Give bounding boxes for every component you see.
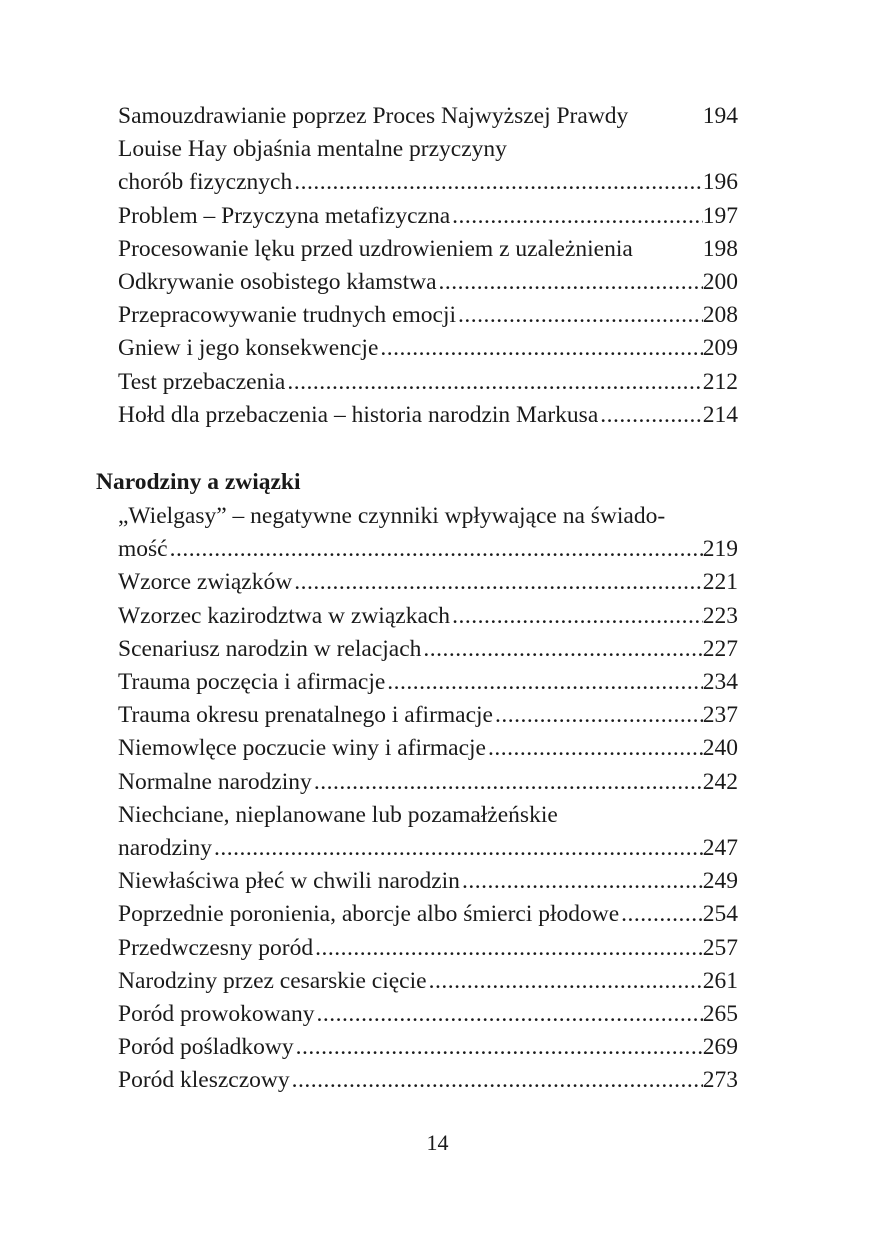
dot-leader	[168, 533, 703, 566]
dot-leader	[212, 832, 703, 865]
toc-entry-title: Niemowlęce poczucie winy i afirmacje	[118, 735, 486, 762]
toc-entry-line	[118, 898, 738, 931]
toc-entry-title: Niewłaściwa płeć w chwili narodzin	[118, 868, 460, 895]
toc-page-number: 227	[702, 635, 738, 662]
toc-entry-line	[118, 566, 738, 599]
toc-page-number: 197	[702, 202, 738, 229]
toc-entry-title: Gniew i jego konsekwencje	[118, 335, 379, 362]
toc-entry-title: Scenariusz narodzin w relacjach	[118, 635, 422, 662]
toc-page-number: 257	[702, 934, 738, 961]
toc-page-number: 273	[702, 1067, 738, 1094]
toc-entry-title: Louise Hay objaśnia mentalne przyczyny	[118, 136, 507, 163]
toc-entry-line	[118, 832, 738, 865]
toc-entry-line	[118, 666, 738, 699]
toc-page-number: 254	[702, 901, 738, 928]
toc-entry-title: Normalne narodziny	[118, 768, 312, 795]
toc-entry-title: Problem – Przyczyna metafizyczna	[118, 202, 451, 229]
toc-entry-line	[118, 699, 738, 732]
toc-page-number: 196	[702, 169, 738, 196]
toc-page-number: 209	[702, 335, 738, 362]
toc-page-number: 221	[702, 569, 738, 596]
dot-leader	[312, 766, 703, 799]
dot-leader	[294, 1031, 703, 1064]
toc-entry-line	[118, 965, 738, 998]
toc-page-number: 261	[702, 967, 738, 994]
dot-leader	[450, 200, 703, 233]
toc-entry	[118, 500, 738, 566]
dot-leader	[427, 965, 703, 998]
toc-entry	[118, 965, 738, 998]
dot-leader	[313, 932, 703, 965]
toc-page-number: 240	[702, 735, 738, 762]
dot-leader	[486, 732, 703, 765]
toc-page-number: 234	[702, 669, 738, 696]
toc-page-number: 265	[702, 1001, 738, 1028]
toc-entry-title: „Wielgasy” – negatywne czynniki wpływające na świado-	[118, 503, 666, 529]
toc-entry-title: Procesowanie lęku przed uzdrowieniem z uzależnienia	[118, 235, 633, 262]
toc-entry-line	[118, 366, 738, 399]
toc-entry-title: Poród prowokowany	[118, 1001, 315, 1028]
toc-entry	[118, 1031, 738, 1064]
toc-entry-line	[118, 133, 738, 166]
toc-page-number: 200	[702, 269, 738, 296]
toc-entry	[118, 566, 738, 599]
dot-leader	[285, 366, 702, 399]
toc-entry	[118, 865, 738, 898]
toc-entry-line	[118, 533, 738, 566]
toc-entry-line	[118, 1064, 738, 1097]
dot-leader	[460, 865, 703, 898]
toc-entry-title: chorób fizycznych	[118, 169, 293, 196]
dot-leader	[450, 600, 703, 633]
toc-entry	[118, 633, 738, 666]
toc-entry-line	[118, 166, 738, 199]
toc-page-number: 242	[702, 768, 738, 795]
toc-entry-line	[118, 233, 738, 266]
toc-entry-title: mość	[118, 536, 168, 563]
toc-entry-line	[118, 266, 738, 299]
dot-leader	[292, 566, 703, 599]
toc-entry-line	[118, 200, 738, 233]
toc-entry	[118, 766, 738, 799]
toc-entry-line	[118, 799, 738, 832]
dot-leader	[619, 898, 703, 931]
toc-entry-title: Poród pośladkowy	[118, 1034, 294, 1061]
toc-entry-title: Przedwczesny poród	[118, 934, 314, 961]
toc-entry-line	[118, 500, 738, 533]
toc-page-number: 237	[702, 702, 738, 729]
toc-entry-title: Poprzednie poronienia, aborcje albo śmierci płodowe	[118, 901, 620, 928]
toc-entry-line	[118, 998, 738, 1031]
dot-leader	[385, 666, 702, 699]
toc-entry-line	[118, 299, 738, 332]
dot-leader	[437, 266, 703, 299]
toc-page-number: 269	[702, 1034, 738, 1061]
toc-entry	[118, 266, 738, 299]
toc-entry-title: Trauma poczęcia i afirmacje	[118, 669, 386, 696]
toc-page-number: 212	[702, 368, 738, 395]
dot-leader	[456, 299, 703, 332]
dot-leader	[292, 166, 703, 199]
toc-page-number: 219	[702, 536, 738, 563]
toc-page-number: 223	[702, 602, 738, 629]
toc-entry	[118, 133, 738, 199]
toc-entry	[118, 332, 738, 365]
toc-entry-line	[118, 332, 738, 365]
toc-entry-title: Test przebaczenia	[118, 368, 286, 395]
toc-entry-line	[118, 732, 738, 765]
toc-entry-title: Trauma okresu prenatalnego i afirmacje	[118, 702, 493, 729]
toc-entry-title: Odkrywanie osobistego kłamstwa	[118, 269, 437, 296]
dot-leader	[493, 699, 703, 732]
toc-entry	[118, 366, 738, 399]
toc-entry-title: Wzorce związków	[118, 569, 293, 596]
toc-entry	[118, 200, 738, 233]
toc-entry-title: Hołd dla przebaczenia – historia narodzin Markusa	[118, 401, 599, 428]
toc-entry-title: Samouzdrawianie poprzez Proces Najwyższej Prawdy	[118, 103, 629, 129]
dot-leader	[290, 1064, 703, 1097]
toc-entry-line	[118, 766, 738, 799]
toc-entry	[118, 699, 738, 732]
toc-section-2	[118, 500, 738, 1098]
toc-entry	[118, 799, 738, 865]
toc-entry-line	[118, 100, 738, 133]
page-number: 14	[426, 1130, 449, 1155]
dot-leader	[598, 399, 702, 432]
toc-entry	[118, 100, 738, 133]
dot-leader	[421, 633, 702, 666]
toc-entry	[118, 399, 738, 432]
toc-page-number: 214	[702, 401, 738, 428]
toc-entry	[118, 998, 738, 1031]
toc-entry	[118, 898, 738, 931]
toc-page-number: 249	[702, 868, 738, 895]
toc-entry-title: Narodziny przez cesarskie cięcie	[118, 967, 427, 994]
toc-entry-title: Poród kleszczowy	[118, 1067, 290, 1094]
dot-leader	[378, 332, 702, 365]
toc-entry	[118, 732, 738, 765]
toc-entry	[118, 299, 738, 332]
toc-entry-title: Niechciane, nieplanowane lub pozamałżeńskie	[118, 801, 558, 828]
toc-section-1	[118, 100, 738, 432]
toc-entry	[118, 1064, 738, 1097]
section-heading: Narodziny a związki	[96, 469, 301, 495]
toc-entry-line	[118, 1031, 738, 1064]
toc-page-number: 194	[702, 103, 738, 129]
toc-entry	[118, 932, 738, 965]
toc-entry-title: Przepracowywanie trudnych emocji	[118, 302, 457, 329]
dot-leader	[314, 998, 702, 1031]
toc-page-number: 198	[702, 235, 738, 262]
toc-entry-line	[118, 932, 738, 965]
toc-entry-title: Wzorzec kazirodztwa w związkach	[118, 602, 451, 629]
toc-entry-line	[118, 865, 738, 898]
toc-entry-line	[118, 399, 738, 432]
toc-entry	[118, 600, 738, 633]
toc-page-number: 208	[702, 302, 738, 329]
toc-entry-title: narodziny	[118, 835, 212, 862]
toc-entry-line	[118, 633, 738, 666]
toc-entry	[118, 233, 738, 266]
toc-entry	[118, 666, 738, 699]
toc-entry-line	[118, 600, 738, 633]
toc-page-number: 247	[702, 835, 738, 862]
